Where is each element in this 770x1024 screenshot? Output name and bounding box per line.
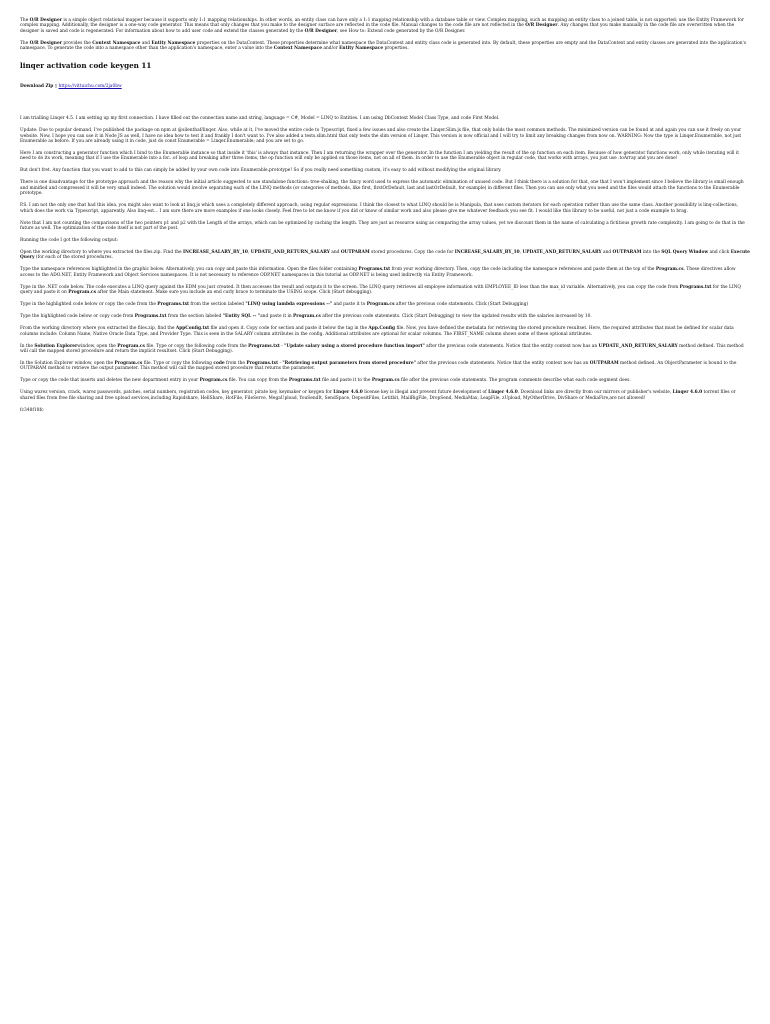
text-run: But don't fret. Any function that you want to add to this can simply be added by your own code into Enumerable.prototype! So if you really need something custom, it's easy to add without modifying the original library. <box>20 168 502 174</box>
download-label: Download Zip <box>20 83 54 89</box>
text-run: method defined. This method will call the mapped stored procedure and return the implicit resultset. Click (Start Debugging). <box>20 343 744 354</box>
text-run: file and open it. Copy code for section and paste it below the tag in the <box>209 326 369 332</box>
bold-run: O/R Designer <box>29 40 63 46</box>
bold-run: Linqer 4.6.0 <box>672 390 703 396</box>
text-run: from the <box>224 360 247 366</box>
download-link[interactable]: https://vittuichu.com/2ja0bw <box>58 83 122 89</box>
body-paragraph <box>20 128 750 144</box>
bold-run: O/R Designer <box>304 28 338 34</box>
text-run: from your working directory. Then, copy the code including the namespace references and paste them at the top of the <box>390 267 656 273</box>
text-run: Update: Due to popular demand, I've published the package on npm at @silenthaf/linqer. Also, while at it, I've moved the entire code to Typescript, fixed a few issues and also create the Linqer.Slim.js file, that only holds the most common methods. The minimized version can be found at and again you can use it freely on your website. Now, I hope you can use it in Node JS as well, I have no idea how to test it and frankly I don't want to. I've also added a tests.slim.html that only tests the slim version of Linqer. This version is now official and I will try to limit any breaking changes from now on. WARNING: Now the type is Linqer.Enumerable, not just Enumerable as before. If you are already using it in code, just do const Enumerable = Linqer.Enumerable; and you are set to go. <box>20 128 742 145</box>
text-run: from the section labeled <box>189 302 246 308</box>
text-run: after the Main statement. Make sure you include an end curly brace to terminate the USING scope. Click (Start debugging). <box>96 290 373 296</box>
bold-run: Programs.txt <box>157 302 190 308</box>
text-run: Type the highlighted code below or copy code from <box>20 314 135 320</box>
text-run: stored procedures. Copy the code for <box>369 250 455 256</box>
body-paragraph <box>20 408 750 413</box>
bold-run: Linqer 4.6.0 <box>333 390 363 396</box>
text-run: P.S. I am not the only one that had this idea, you might also want to look at linq.js which uses a completely different approach, using regular expressions. I think the closest to what LINQ should be is Manipula, that uses custom iterators for each operation rather than use the same class. Another possibility is linq-collections, which does the work via Typescript, apparently. Also linq-est... I am sure there are more examples if one looks closely. Feel free to let me know if you did or know of similar work and also please give me whatever feedback you see fit. I would like this library to be useful, not just a code example to brag. <box>20 203 739 214</box>
text-run: From the working directory where you extracted the files.zip, find the <box>20 326 176 332</box>
bold-run: App.Config <box>368 326 396 332</box>
text-run: file and paste it to the <box>320 378 372 384</box>
text-run: There is one disadvantage for the prototype approach and the reason why the initial article suggested to use standalone functions: tree-shaking, the fancy word used to express the automatic elimination of unused code. But I think there is a solution for that, one that I won't implement since I believe the library is small enough and minified and compressed it will be very small indeed. The solution would involve separating each of the LINQ methods (or categories of methods, like first, firstOrDefault, last and lastOrDefault, for example) in different files. Then you can use only what you need and the files would attach the functions to the Enumerable prototype. <box>20 180 744 197</box>
text-run: The <box>20 18 30 23</box>
bold-run: UPDATE_AND_RETURN_SALARY <box>598 343 678 349</box>
text-run: license key is illegal and prevent future development of <box>362 390 489 396</box>
body-paragraph <box>20 250 750 261</box>
text-run: after the previous code statements. Click (Start Debugging) <box>394 302 529 308</box>
text-run: Type or copy the code that inserts and deletes the new department entry in your <box>20 378 200 384</box>
text-run: file after the previous code statements. The program comments describe what each code segment does. <box>399 378 631 384</box>
text-run: file. You can copy from the <box>227 378 289 384</box>
text-run: The <box>20 40 30 46</box>
text-run: into the <box>641 250 662 256</box>
bold-run: INCREASE_SALARY_BY_10 <box>182 250 248 256</box>
bold-run: Programs.txt <box>679 284 712 290</box>
page-title: linqer activation code keygen 11 <box>20 60 152 70</box>
bold-run: INCREASE_SALARY_BY_10 <box>454 250 520 256</box>
body-paragraph <box>20 221 750 232</box>
body-paragraph <box>20 168 750 173</box>
bold-run: Context Namespace <box>273 46 323 52</box>
body-paragraph <box>20 378 750 383</box>
text-run: Type in the .NET code below. The code executes a LINQ query against the EDM you just created. It then accesses the result and outputs it to the screen. The LINQ query retrieves all employee information with EMPLOYEE_ID less than the max_id variable. Alternatively, you can copy the code from <box>20 284 680 290</box>
link-glyph-icon: ▯ <box>54 83 58 89</box>
text-run: Type in the highlighted code below or copy the code from the <box>20 302 158 308</box>
bold-run: OUTPARAM <box>612 250 642 256</box>
text-run: Open the working directory to where you extracted the files.zip. Find the <box>20 250 183 256</box>
bold-run: Program.cs <box>293 314 321 320</box>
text-run: and paste it to <box>332 302 367 308</box>
text-run: and <box>140 40 152 46</box>
text-run: and paste it in <box>260 314 294 320</box>
text-run: after the previous code statements. Click (Start Debugging) to view the updated results with the salaries increased by 10. <box>320 314 592 320</box>
bold-run: Entity Namespace <box>339 46 384 52</box>
intro-paragraph <box>20 18 750 34</box>
text-run: Running the code I got the following output: <box>20 238 119 244</box>
bold-run: Execute Query <box>20 250 750 261</box>
text-run: is a simple object relational mapper because it supports only 1:1 mapping relationships. In other words, an entity class can have only a 1:1 mapping relationship with a database table or view. Complex mapping, such as mapping an entity class to a joined table, is not supported; use the Entity Framework for complex mapping. Additionally, the designer is a one-way code generator. This means that only changes that you make to the designer surface are reflected in the code file. Manual changes to the code file are not reflected in the <box>20 18 744 29</box>
body-paragraph <box>20 302 750 307</box>
bold-run: Program.cs <box>199 378 228 384</box>
body-paragraph <box>20 203 750 214</box>
bold-run: Program.cs <box>366 302 395 308</box>
body-paragraph <box>20 314 750 319</box>
text-run: In the <box>20 343 35 349</box>
text-run: after the previous code statements. Notice that the entity context now has an <box>424 343 599 349</box>
bold-run: Program.cs <box>371 378 400 384</box>
bold-run: Programs.txt <box>358 267 391 273</box>
bold-run: "LINQ using lambda expressions --" <box>245 302 333 308</box>
text-run: . Any changes that you make manually in the code file are overwritten when the designer is saved and code is regenerated. For information about how to add user code and extend the classes generated by the <box>20 23 735 34</box>
text-run: for the LINQ query and paste it on <box>20 284 741 296</box>
bold-run: Program.cs <box>117 343 145 349</box>
text-run: properties. <box>383 46 409 52</box>
bold-run: Programs.txt <box>246 360 279 366</box>
bold-run: SQL Query Window <box>661 250 709 256</box>
bold-run: OUTPARAM <box>589 360 619 366</box>
text-run: , see How to: Extend code generated by the O/R Designer. <box>337 28 466 34</box>
text-run: fc348f18fc <box>20 407 44 413</box>
text-run: - <box>278 360 283 366</box>
bold-run: "Retrieving output parameters from stored procedure" <box>282 360 416 366</box>
bold-run: Solution Explorer <box>34 343 78 349</box>
bold-run: Linqer 4.6.0 <box>488 390 518 396</box>
body-paragraph <box>20 267 750 278</box>
text-run: . These directives allow access to the ADO.NET, Entity Framework and Object Services namespaces. It is not necessary to reference ODP.NET namespaces in this tutorial as ODP.NET is being used indirectly via Entity Framework. <box>20 267 736 278</box>
bold-run: O/R Designer <box>29 18 63 23</box>
text-run: from the section labeled <box>166 314 223 320</box>
text-run: Here I am constructing a generator function which I bind to the Enumerable instance so that inside it 'this' is always that instance. Then I am returning the wrapper over the generator. In the function I am yielding the result of the op function on each item. Because of how generator functions work, only while iterating will it need to do its work, meaning that if I use the Enumerable into a for...of loop and breaking after three items, the op function will only be applied on those items, not on all of them. In order to use the Enumerable object in regular code, that works with arrays, you just use .toArray and you are done! <box>20 151 740 162</box>
text-run: after the previous code statements. Notice that the entity context now has an <box>415 360 590 366</box>
bold-run: Programs.txt <box>288 378 321 384</box>
intro-paragraph <box>20 41 750 52</box>
text-run: Type the namespace references highlighted in the graphic below. Alternatively, you can copy and paste this information. Open the files folder containing <box>20 267 359 273</box>
body-paragraph <box>20 361 750 372</box>
text-run: (for each of the stored procedures. <box>34 255 113 261</box>
body-paragraph <box>20 344 750 355</box>
bold-run: Programs.txt <box>134 314 167 320</box>
bold-run: AppConfig.txt <box>175 326 210 332</box>
bold-run: Context Namespace <box>92 40 141 46</box>
text-run: , <box>247 250 251 256</box>
bold-run: "Entity SQL -- " <box>222 314 261 320</box>
text-run: properties on the DataContext. These properties determine what namespace the DataContext and entity class code is generated into. By default, these properties are empty and the DataContext and entity classes are generated into the application's namespace. To generate the code into a namespace other than the application's namespace, enter a value into the <box>20 40 746 52</box>
text-run: method defined. An ObjectParameter is bound to the OUTPARAM method to retrieve the output parameter. This method will call the mapped stored procedure that returns the parameter. <box>20 360 737 372</box>
body-paragraph <box>20 180 750 196</box>
text-run: torrent files or shared files from free file sharing and free upload services,including Rapidshare, HellShare, HotFile, FileServe, MegaUpload, YouSendIt, SendSpace, DepositFiles, Letitbit, MailBigFile, DropSend, MediaMax, LeapFile, zUpload, MyOtherDrive, DivShare or MediaFire,are not allowed! <box>20 390 736 401</box>
body-paragraph <box>20 151 750 162</box>
bold-run: UPDATE_AND_RETURN_SALARY <box>522 250 602 256</box>
bold-run: Program.cs <box>68 290 97 296</box>
body-paragraph <box>20 238 750 243</box>
text-run: , <box>519 250 523 256</box>
bold-run: Entity Namespace <box>151 40 196 46</box>
bold-run: "Update salary using a stored procedure function import" <box>284 343 425 349</box>
body-paragraph <box>20 116 750 121</box>
bold-run: Programs.txt <box>248 343 280 349</box>
text-run: In the Solution Explorer window, open the <box>20 360 115 366</box>
page <box>0 0 770 413</box>
text-run: window, open the <box>77 343 118 349</box>
text-run: - <box>279 343 285 349</box>
text-run: file. Type or copy the following code from the <box>145 343 249 349</box>
bold-run: O/R Designer <box>525 23 558 29</box>
text-run: provides the <box>62 40 93 46</box>
download-line <box>20 84 750 89</box>
text-run: . Download links are directly from our mirrors or publisher's website, <box>517 390 673 396</box>
intro-section <box>20 18 750 52</box>
bold-run: Program.cs <box>655 267 684 273</box>
text-run: and <box>329 250 341 256</box>
article-body <box>20 116 750 413</box>
text-run: Note that I am not counting the comparisons of the two pointers p1 and p2 with the Length of the arrays, which can be optimized by caching the length. They are just as resource using as comparing the array values, yet we discount them in the name of calculating a fictitious growth rate complexity. I am going to do that in the future as well. The optimization of the code itself is not part of the post. <box>20 220 745 232</box>
body-paragraph <box>20 390 750 401</box>
text-run: Using warez version, crack, warez passwords, patches, serial numbers, registration codes, key generator, pirate key, keymaker or keygen for <box>20 390 334 396</box>
text-run: I am trialling Linqer 4.5. I am setting up my first connection. I have filled out the connection name and string, language = C#, Model = LINQ to Entities. I am using DbContext Model Class Type, and code First Model. <box>20 116 500 122</box>
bold-run: code <box>213 360 225 366</box>
bold-run: Program.cs <box>114 360 143 366</box>
text-run: file. Now, you have defined the metadata for retrieving the stored procedure resultset. Here, the required attributes that must be defined for scalar data columns include: Column Name, Native Oracle Data Type, and Provider Type. This is seen in the SALARY column attributes in the config. Additional attributes are optional for scalar columns. The FIRST_NAME column shows some of these optional attributes. <box>20 326 734 337</box>
bold-run: OUTPARAM <box>340 250 370 256</box>
body-paragraph <box>20 285 750 296</box>
body-paragraph <box>20 326 750 337</box>
text-run: file. Type or copy the following <box>142 360 214 366</box>
text-run: and click <box>708 250 731 256</box>
text-run: and/or <box>322 46 340 52</box>
text-run: and <box>601 250 613 256</box>
bold-run: UPDATE_AND_RETURN_SALARY <box>250 250 330 256</box>
